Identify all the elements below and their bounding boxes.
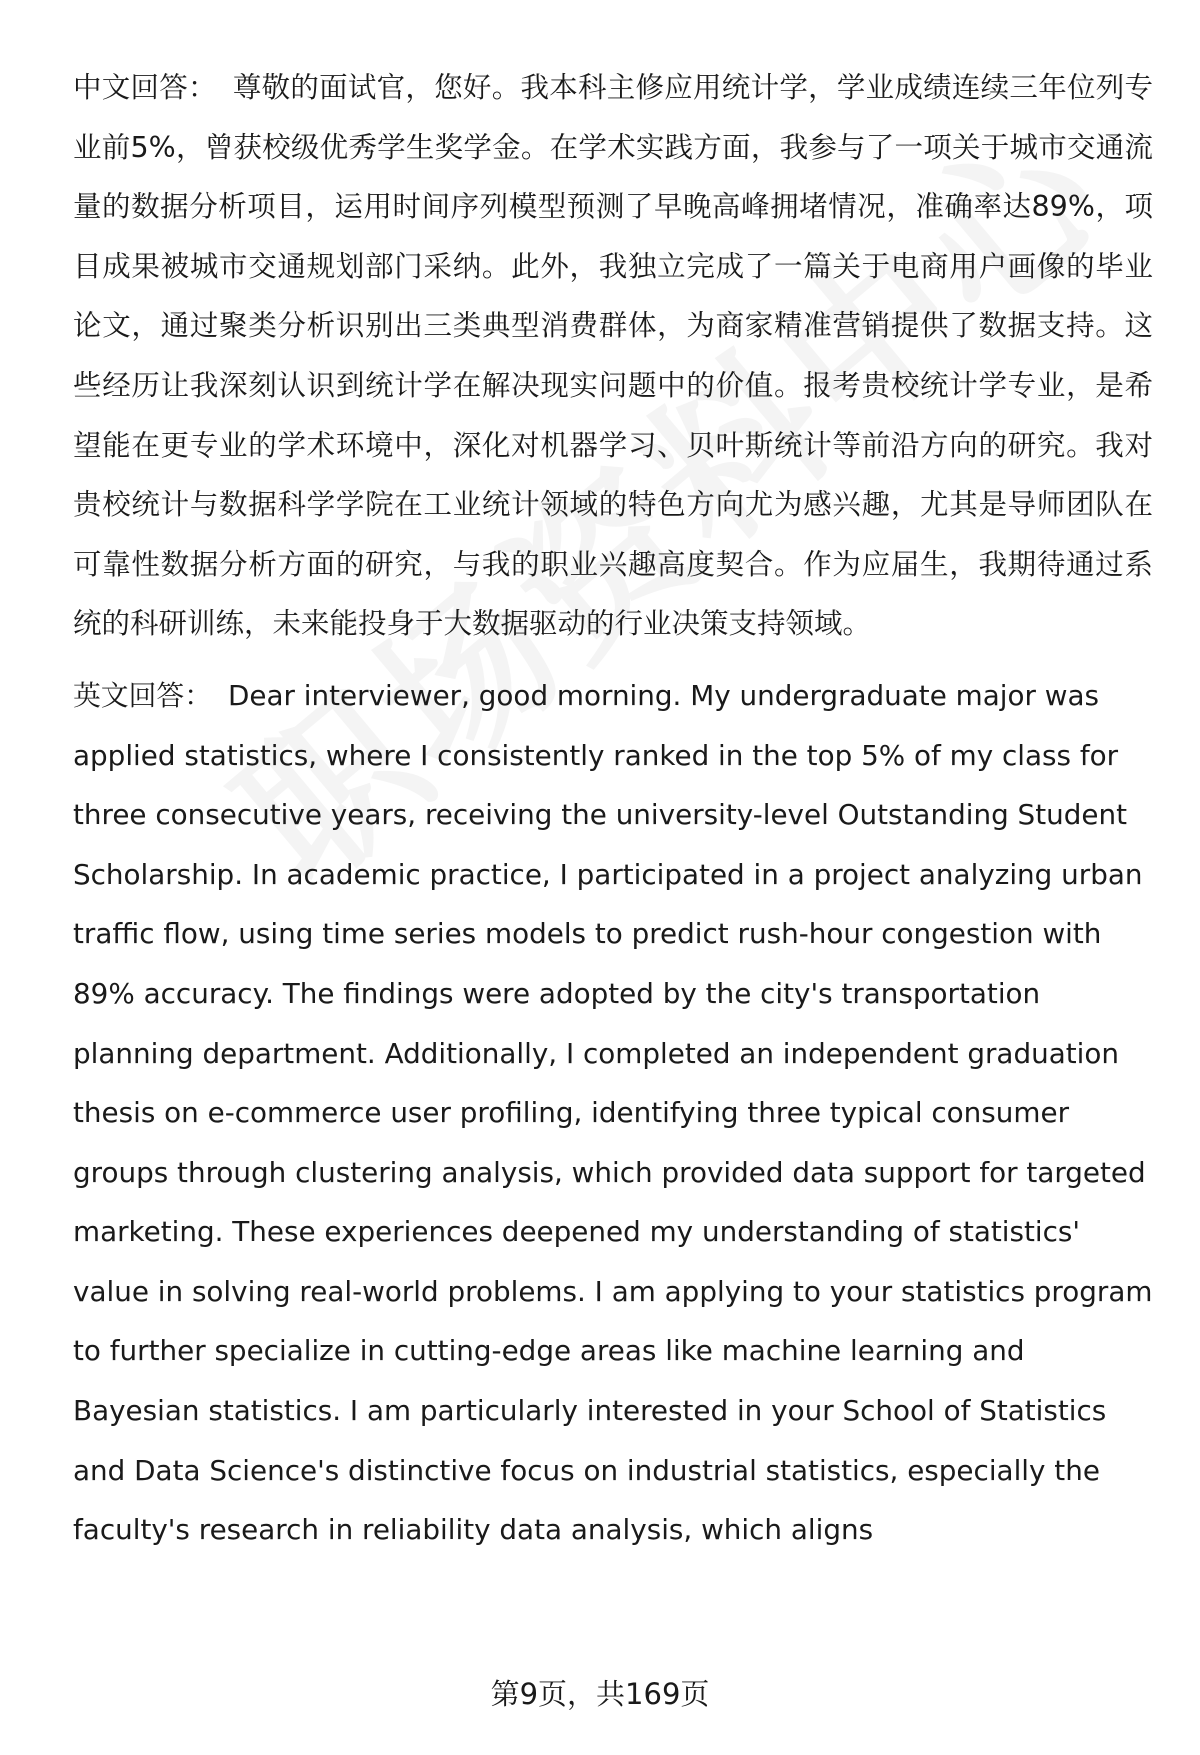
english-answer-text: Dear interviewer, good morning. My undergraduate major was applied statistics, where I consistently ranked in the top 5% of my class for three consecutive years, receiving the university-level Outstanding Student Scholarship. In academic practice, I participated in a project analyzing urban traffic flow, using time series models to predict rush-hour congestion with 89% accuracy. The findings were adopted by the city's transportation planning department. Additionally, I completed an independent graduation thesis on e-commerce user profiling, identifying three typical consumer groups through clustering analysis, which provided data support for targeted marketing. These experiences deepened my understanding of statistics' value in solving real-world problems. I am applying to your statistics program to further specialize in cutting-edge areas like machine learning and Bayesian statistics. I am particularly interested in your School of Statistics and Data Science's distinctive focus on industrial statistics, especially the faculty's research in reliability data analysis, which aligns [73, 678, 1153, 1547]
english-answer-label: 英文回答： [73, 678, 212, 712]
document-body [73, 58, 1153, 1560]
page-indicator: 第9页，共169页 [490, 1677, 710, 1711]
chinese-answer-paragraph [73, 58, 1153, 654]
chinese-answer-text: 尊敬的面试官，您好。我本科主修应用统计学，学业成绩连续三年位列专业前5%，曾获校级优秀学生奖学金。在学术实践方面，我参与了一项关于城市交通流量的数据分析项目，运用时间序列模型预测了早晚高峰拥堵情况，准确率达89%，项目成果被城市交通规划部门采纳。此外，我独立完成了一篇关于电商用户画像的毕业论文，通过聚类分析识别出三类典型消费群体，为商家精准营销提供了数据支持。这些经历让我深刻认识到统计学在解决现实问题中的价值。报考贵校统计学专业，是希望能在更专业的学术环境中，深化对机器学习、贝叶斯统计等前沿方向的研究。我对贵校统计与数据科学学院在工业统计领域的特色方向尤为感兴趣，尤其是导师团队在可靠性数据分析方面的研究，与我的职业兴趣高度契合。作为应届生，我期待通过系统的科研训练，未来能投身于大数据驱动的行业决策支持领域。 [73, 71, 1153, 641]
chinese-answer-label: 中文回答： [73, 71, 217, 104]
page-footer [0, 1672, 1200, 1713]
english-answer-paragraph [73, 666, 1153, 1560]
